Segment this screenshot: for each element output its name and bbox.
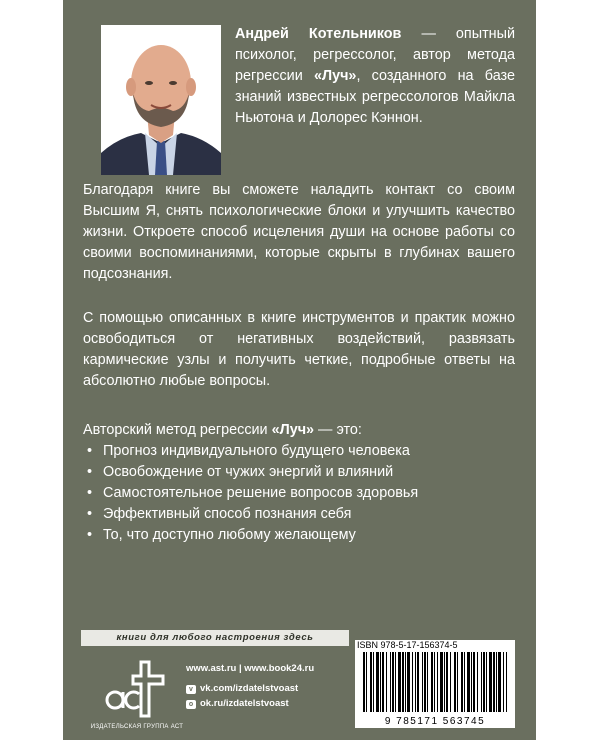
back-cover	[63, 0, 536, 740]
ok-link[interactable]: ok.ru/izdatelstvoast	[200, 698, 289, 709]
publisher-name: ИЗДАТЕЛЬСКАЯ ГРУППА АСТ	[90, 724, 184, 730]
list-item: • Эффективный способ познания себя	[83, 504, 515, 525]
ok-icon: o	[186, 700, 196, 709]
author-bio	[235, 24, 515, 129]
author-bio-text: — опытный психолог, регрессолог, автор метода регрессии	[235, 26, 515, 84]
list-item: • Самостоятельное решение вопросов здоровья	[83, 483, 515, 504]
author-bio-end: , созданного на базе знаний известных регрессологов Майкла Ньютона и Долорес Кэннон.	[235, 68, 515, 126]
list-item: • Прогноз индивидуального будущего человека	[83, 441, 515, 462]
method-intro-name: «Луч»	[271, 422, 315, 438]
vk-icon: v	[186, 685, 196, 694]
isbn-label: ISBN 978-5-17-156374-5	[357, 640, 458, 650]
contact-links	[186, 662, 314, 711]
method-intro	[83, 420, 515, 441]
description-paragraph-2: С помощью описанных в книге инструментов и практик можно освободиться от негативных воздействий, развязать кармические узлы и получить четкие, подробные ответы на абсолютно любые вопросы.	[83, 310, 515, 389]
benefits-list	[83, 441, 515, 546]
method-name: «Луч»	[313, 68, 357, 84]
method-intro-after: — это:	[314, 422, 362, 438]
ast-logo-icon	[103, 660, 167, 720]
websites-link[interactable]: www.ast.ru | www.book24.ru	[186, 663, 315, 674]
author-photo	[101, 25, 221, 175]
list-item: • Освобождение от чужих энергий и влияний	[83, 462, 515, 483]
author-name: Андрей Котельников	[235, 26, 402, 42]
list-item: • То, что доступно любому желающему	[83, 525, 515, 546]
barcode-area	[355, 640, 515, 728]
vk-link[interactable]: vk.com/izdatelstvoast	[200, 683, 299, 694]
description-paragraph-1: Благодаря книге вы сможете наладить контакт со своим Высшим Я, снять психологические блоки и улучшить качество жизни. Откроете способ исцеления души на основе работы со своими воспоминаниями, которые скрыты в глубинах вашего подсознания.	[83, 182, 515, 282]
tagline: книги для любого настроения здесь	[81, 630, 349, 646]
method-intro-before: Авторский метод регрессии	[83, 422, 272, 438]
barcode	[359, 652, 511, 726]
barcode-digits: 9 785171 563745	[384, 716, 486, 726]
